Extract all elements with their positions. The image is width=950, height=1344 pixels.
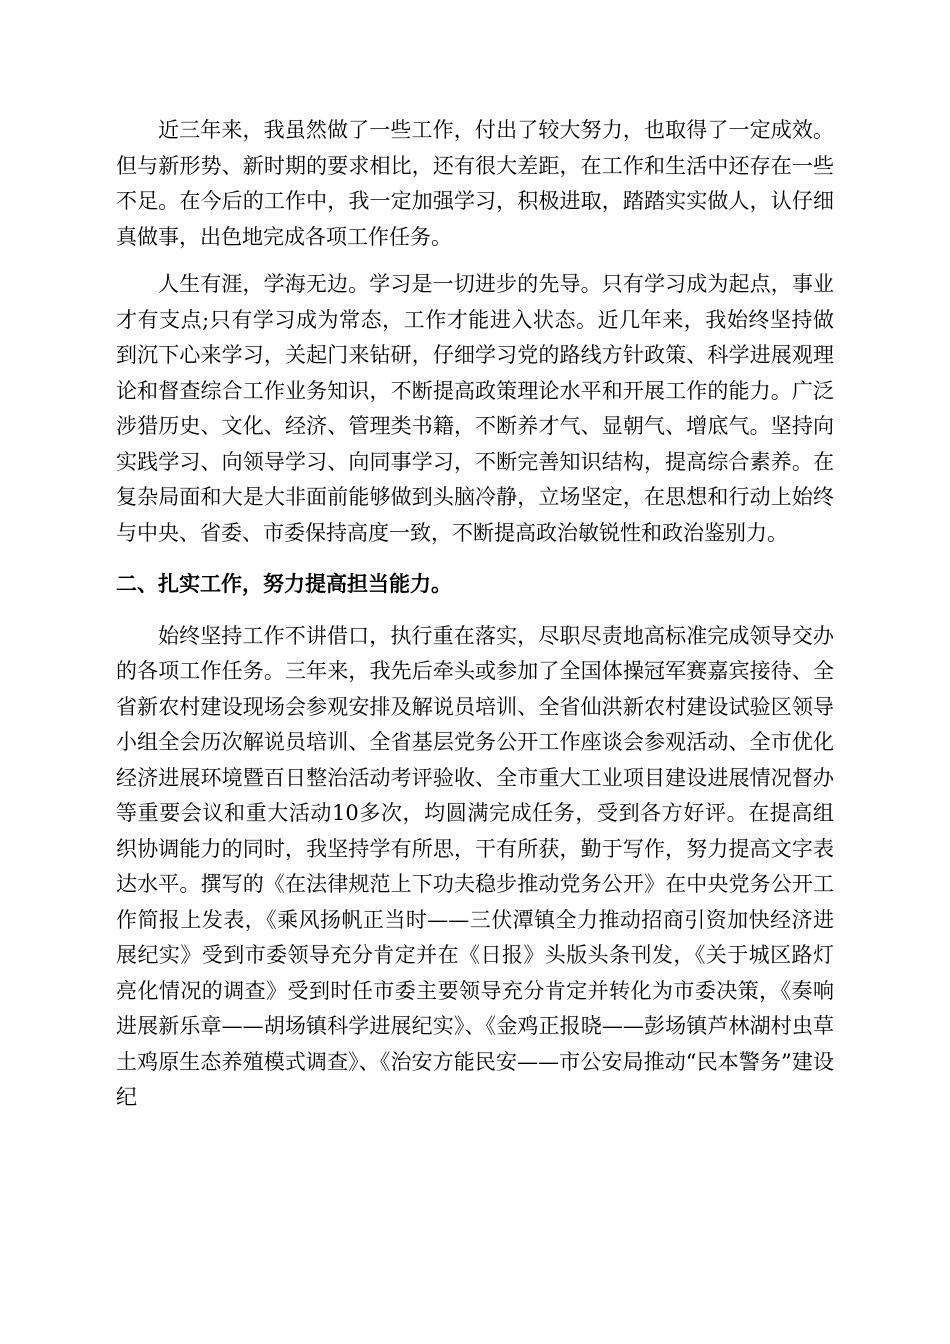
document-body xyxy=(116,113,834,1116)
section-heading: 二、扎实工作，努力提高担当能力。 xyxy=(116,572,452,596)
paragraph-learning: 人生有涯，学海无边。学习是一切进步的先导。只有学习成为起点，事业才有支点;只有学习成为常态，工作才能进入状态。近几年来，我始终坚持做到沉下心来学习，关起门来钻研，仔细学习党的路线方针政策、科学进展观理论和督查综合工作业务知识，不断提高政策理论水平和开展工作的能力。广泛涉猎历史、文化、经济、管理类书籍，不断养才气、显朝气、增底气。坚持向实践学习、向领导学习、向同事学习，不断完善知识结构，提高综合素养。在复杂局面和大是大非面前能够做到头脑冷静，立场坚定，在思想和行动上始终与中央、省委、市委保持高度一致，不断提高政治敏锐性和政治鉴别力。 xyxy=(116,272,834,545)
paragraph-work-achievements: 始终坚持工作不讲借口，执行重在落实，尽职尽责地高标准完成领导交办的各项工作任务。三年来，我先后牵头或参加了全国体操冠军赛嘉宾接待、全省新农村建设现场会参观安排及解说员培训、全省仙洪新农村建设试验区领导小组全会历次解说员培训、全省基层党务公开工作座谈会参观活动、全市优化经济进展环境暨百日整治活动考评验收、全市重大工业项目建设进展情况督办等重要会议和重大活动10多次，均圆满完成任务，受到各方好评。在提高组织协调能力的同时，我坚持学有所思，干有所获，勤于写作，努力提高文字表达水平。撰写的《在法律规范上下功夫稳步推动党务公开》在中央党务公开工作简报上发表，《乘风扬帆正当时——三伏潭镇全力推动招商引资加快经济进展纪实》受到市委领导充分肯定并在《日报》头版头条刊发，《关于城区路灯亮化情况的调查》受到时任市委主要领导充分肯定并转化为市委决策，《奏响进展新乐章——胡场镇科学进展纪实》、《金鸡正报晓——彭场镇芦林湖村虫草土鸡原生态养殖模式调查》、《治安方能民安——市公安局推动“民本警务”建设纪 xyxy=(116,623,835,1109)
paragraph-self-assessment: 近三年来，我虽然做了一些工作，付出了较大努力，也取得了一定成效。但与新形势、新时期的要求相比，还有很大差距，在工作和生活中还存在一些不足。在今后的工作中，我一定加强学习，积极进取，踏踏实实做人，认仔细真做事，出色地完成各项工作任务。 xyxy=(116,118,834,249)
